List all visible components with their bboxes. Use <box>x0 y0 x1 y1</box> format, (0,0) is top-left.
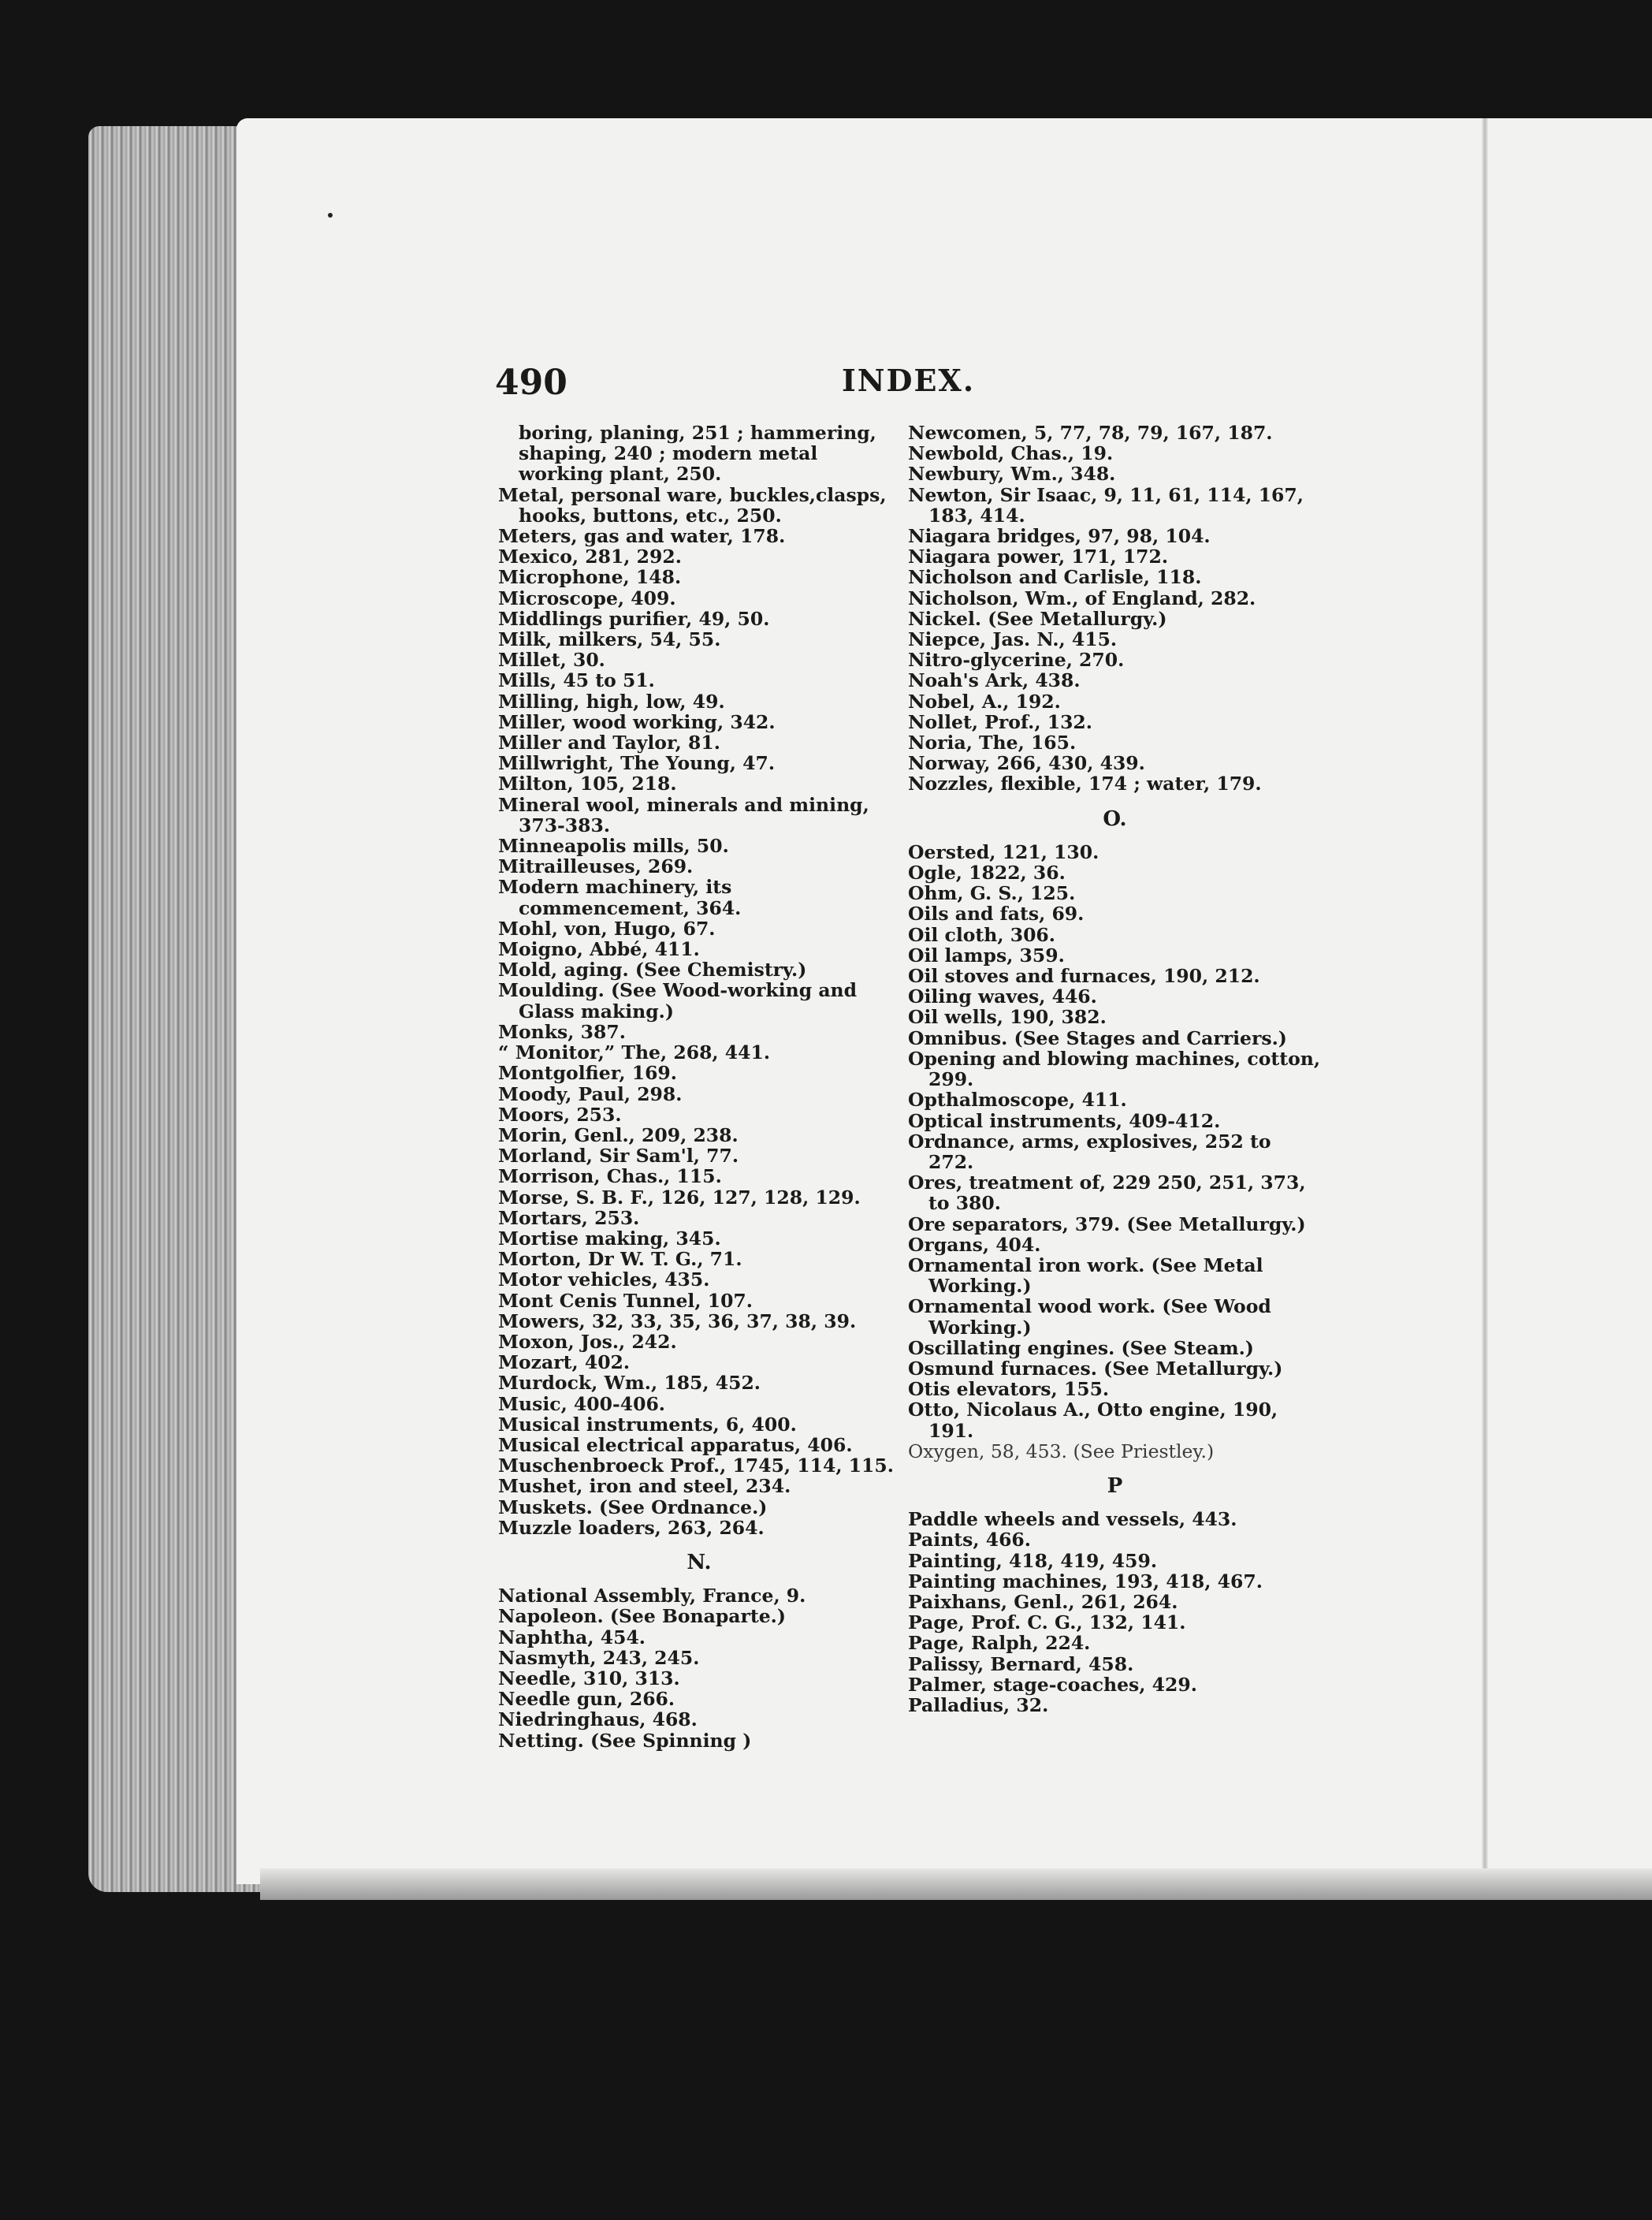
index-entry: Oil cloth, 306. <box>908 923 1055 946</box>
index-entry: Morrison, Chas., 115. <box>498 1165 722 1188</box>
index-entry: Muschenbroeck Prof., 1745, 114, 115. <box>498 1455 894 1477</box>
index-entry: Otis elevators, 155. <box>908 1378 1110 1401</box>
index-entry: Ornamental iron work. (See Metal Working.) <box>908 1253 1263 1298</box>
index-entry: Oils and fats, 69. <box>908 903 1085 926</box>
index-entry: Milk, milkers, 54, 55. <box>498 628 721 651</box>
index-entry: boring, planing, 251 ; hammering, shaping, 240 ; modern metal working plant, 250. <box>519 422 876 486</box>
index-entry: Microscope, 409. <box>498 587 676 609</box>
index-entry: Netting. (See Spinning ) <box>498 1729 752 1752</box>
page-header <box>495 363 1315 410</box>
page-number: 490 <box>495 363 567 403</box>
index-entry: Otto, Nicolaus A., Otto engine, 190, 191. <box>908 1399 1278 1442</box>
index-entry: Mortars, 253. <box>498 1206 640 1229</box>
index-entry: Paixhans, Genl., 261, 264. <box>908 1590 1178 1613</box>
index-entry: Oil stoves and furnaces, 190, 212. <box>908 965 1260 988</box>
page-gutter <box>1482 118 1488 1884</box>
index-entry: Ornamental wood work. (See Wood Working.) <box>908 1295 1271 1339</box>
index-entry: Music, 400-406. <box>498 1392 665 1415</box>
index-entry: Murdock, Wm., 185, 452. <box>498 1372 761 1395</box>
index-entry: Page, Prof. C. G., 132, 141. <box>908 1611 1186 1634</box>
index-entry: Morin, Genl., 209, 238. <box>498 1123 739 1146</box>
index-entry: Oil wells, 190, 382. <box>908 1006 1107 1029</box>
page-bottom-edge <box>260 1868 1652 1900</box>
index-entry: Nickel. (See Metallurgy.) <box>908 607 1167 630</box>
index-entry: Oersted, 121, 130. <box>908 840 1099 863</box>
index-entry: Muskets. (See Ordnance.) <box>498 1496 768 1518</box>
index-entry: Miller and Taylor, 81. <box>498 732 720 754</box>
index-entry: Mushet, iron and steel, 234. <box>498 1475 791 1498</box>
running-head: INDEX. <box>842 363 976 398</box>
index-entry: Paints, 466. <box>908 1529 1031 1551</box>
index-entry: Ohm, G. S., 125. <box>908 882 1076 905</box>
index-entry: Mineral wool, minerals and mining, 373-383. <box>498 793 869 836</box>
index-entry: Nasmyth, 243, 245. <box>498 1646 700 1669</box>
index-entry: Paddle wheels and vessels, 443. <box>908 1508 1237 1531</box>
page-edges <box>88 126 262 1892</box>
dust-speck <box>328 213 333 218</box>
index-entry: “ Monitor,” The, 268, 441. <box>498 1041 771 1064</box>
index-entry: Noria, The, 165. <box>908 732 1077 754</box>
index-entry: Nicholson and Carlisle, 118. <box>908 566 1202 589</box>
index-entry: Ordnance, arms, explosives, 252 to 272. <box>908 1130 1271 1173</box>
index-entry: Opening and blowing machines, cotton, 299. <box>908 1047 1321 1091</box>
index-entry: Morton, Dr W. T. G., 71. <box>498 1248 742 1271</box>
index-entry: Nollet, Prof., 132. <box>908 710 1092 733</box>
index-entry: Milton, 105, 218. <box>498 773 677 795</box>
index-entry: Niagara power, 171, 172. <box>908 546 1169 568</box>
index-entry: Moody, Paul, 298. <box>498 1082 683 1105</box>
index-entry: Omnibus. (See Stages and Carriers.) <box>908 1026 1287 1049</box>
index-entry: National Assembly, France, 9. <box>498 1585 806 1607</box>
index-entry: Morse, S. B. F., 126, 127, 128, 129. <box>498 1186 861 1209</box>
index-column-right <box>908 423 1322 1715</box>
section-letter: P <box>1107 1473 1123 1498</box>
index-entry: Musical instruments, 6, 400. <box>498 1413 797 1436</box>
index-entry: Osmund furnaces. (See Metallurgy.) <box>908 1357 1283 1380</box>
index-entry: Modern machinery, its commencement, 364. <box>498 876 742 919</box>
index-entry: Moulding. (See Wood-working and Glass making.) <box>498 979 858 1022</box>
index-entry: Middlings purifier, 49, 50. <box>498 607 770 630</box>
index-entry: Oscillating engines. (See Steam.) <box>908 1336 1254 1359</box>
section-letter: O. <box>1103 806 1127 831</box>
index-entry: Nobel, A., 192. <box>908 690 1061 713</box>
section-letter: N. <box>686 1550 712 1574</box>
index-entry: Mold, aging. (See Chemistry.) <box>498 959 807 981</box>
index-entry: Meters, gas and water, 178. <box>498 525 786 548</box>
index-entry: Musical electrical apparatus, 406. <box>498 1433 853 1456</box>
index-entry: Minneapolis mills, 50. <box>498 835 729 858</box>
index-entry: Palladius, 32. <box>908 1693 1049 1716</box>
index-entry: Newbold, Chas., 19. <box>908 442 1114 465</box>
index-entry: Muzzle loaders, 263, 264. <box>498 1516 765 1539</box>
index-entry: Napoleon. (See Bonaparte.) <box>498 1605 786 1628</box>
index-entry: Optical instruments, 409-412. <box>908 1109 1221 1132</box>
index-entry: Mills, 45 to 51. <box>498 669 655 692</box>
index-entry: Opthalmoscope, 411. <box>908 1089 1127 1112</box>
index-entry: Newcomen, 5, 77, 78, 79, 167, 187. <box>908 422 1273 444</box>
index-entry: Painting, 418, 419, 459. <box>908 1549 1158 1572</box>
index-entry: Milling, high, low, 49. <box>498 690 725 713</box>
index-entry: Norway, 266, 430, 439. <box>908 752 1145 775</box>
index-entry: Noah's Ark, 438. <box>908 669 1081 692</box>
index-entry: Nitro-glycerine, 270. <box>908 649 1125 672</box>
index-entry: Mitrailleuses, 269. <box>498 855 694 878</box>
index-entry: Millet, 30. <box>498 649 605 672</box>
index-entry: Montgolfier, 169. <box>498 1062 677 1085</box>
index-entry: Oxygen, 58, 453. (See Priestley.) <box>908 1440 1215 1462</box>
index-entry: Morland, Sir Sam'l, 77. <box>498 1145 739 1168</box>
index-entry: Metal, personal ware, buckles,clasps, hooks, buttons, etc., 250. <box>498 483 887 527</box>
index-entry: Niepce, Jas. N., 415. <box>908 628 1118 651</box>
index-entry: Ore separators, 379. (See Metallurgy.) <box>908 1212 1306 1235</box>
index-entry: Palissy, Bernard, 458. <box>908 1652 1134 1675</box>
index-entry: Mohl, von, Hugo, 67. <box>498 917 716 940</box>
index-entry: Moxon, Jos., 242. <box>498 1330 677 1353</box>
index-entry: Mortise making, 345. <box>498 1227 721 1250</box>
index-entry: Needle, 310, 313. <box>498 1667 680 1689</box>
index-entry: Motor vehicles, 435. <box>498 1268 710 1291</box>
index-entry: Newton, Sir Isaac, 9, 11, 61, 114, 167, 183, 414. <box>908 483 1304 527</box>
index-entry: Microphone, 148. <box>498 566 682 589</box>
index-entry: Painting machines, 193, 418, 467. <box>908 1570 1263 1592</box>
index-entry: Niagara bridges, 97, 98, 104. <box>908 525 1211 548</box>
index-entry: Naphtha, 454. <box>498 1626 646 1648</box>
index-entry: Millwright, The Young, 47. <box>498 752 776 775</box>
index-entry: Monks, 387. <box>498 1020 626 1043</box>
index-entry: Ogle, 1822, 36. <box>908 862 1066 885</box>
index-entry: Needle gun, 266. <box>498 1688 675 1711</box>
index-entry: Mozart, 402. <box>498 1351 631 1374</box>
index-entry: Miller, wood working, 342. <box>498 710 776 733</box>
index-entry: Oil lamps, 359. <box>908 944 1065 967</box>
index-entry: Moors, 253. <box>498 1103 622 1126</box>
index-entry: Niedringhaus, 468. <box>498 1708 698 1731</box>
index-entry: Newbury, Wm., 348. <box>908 463 1116 486</box>
index-entry: Nicholson, Wm., of England, 282. <box>908 587 1256 609</box>
index-entry: Nozzles, flexible, 174 ; water, 179. <box>908 773 1262 795</box>
index-entry: Organs, 404. <box>908 1233 1041 1256</box>
index-entry: Mont Cenis Tunnel, 107. <box>498 1289 753 1312</box>
index-entry: Ores, treatment of, 229 250, 251, 373, to 380. <box>908 1171 1306 1215</box>
index-entry: Moigno, Abbé, 411. <box>498 938 700 961</box>
index-entry: Oiling waves, 446. <box>908 985 1097 1008</box>
index-entry: Palmer, stage-coaches, 429. <box>908 1673 1197 1696</box>
index-entry: Mowers, 32, 33, 35, 36, 37, 38, 39. <box>498 1309 857 1332</box>
index-entry: Page, Ralph, 224. <box>908 1632 1091 1655</box>
index-column-left <box>498 423 900 1751</box>
index-entry: Mexico, 281, 292. <box>498 546 682 568</box>
